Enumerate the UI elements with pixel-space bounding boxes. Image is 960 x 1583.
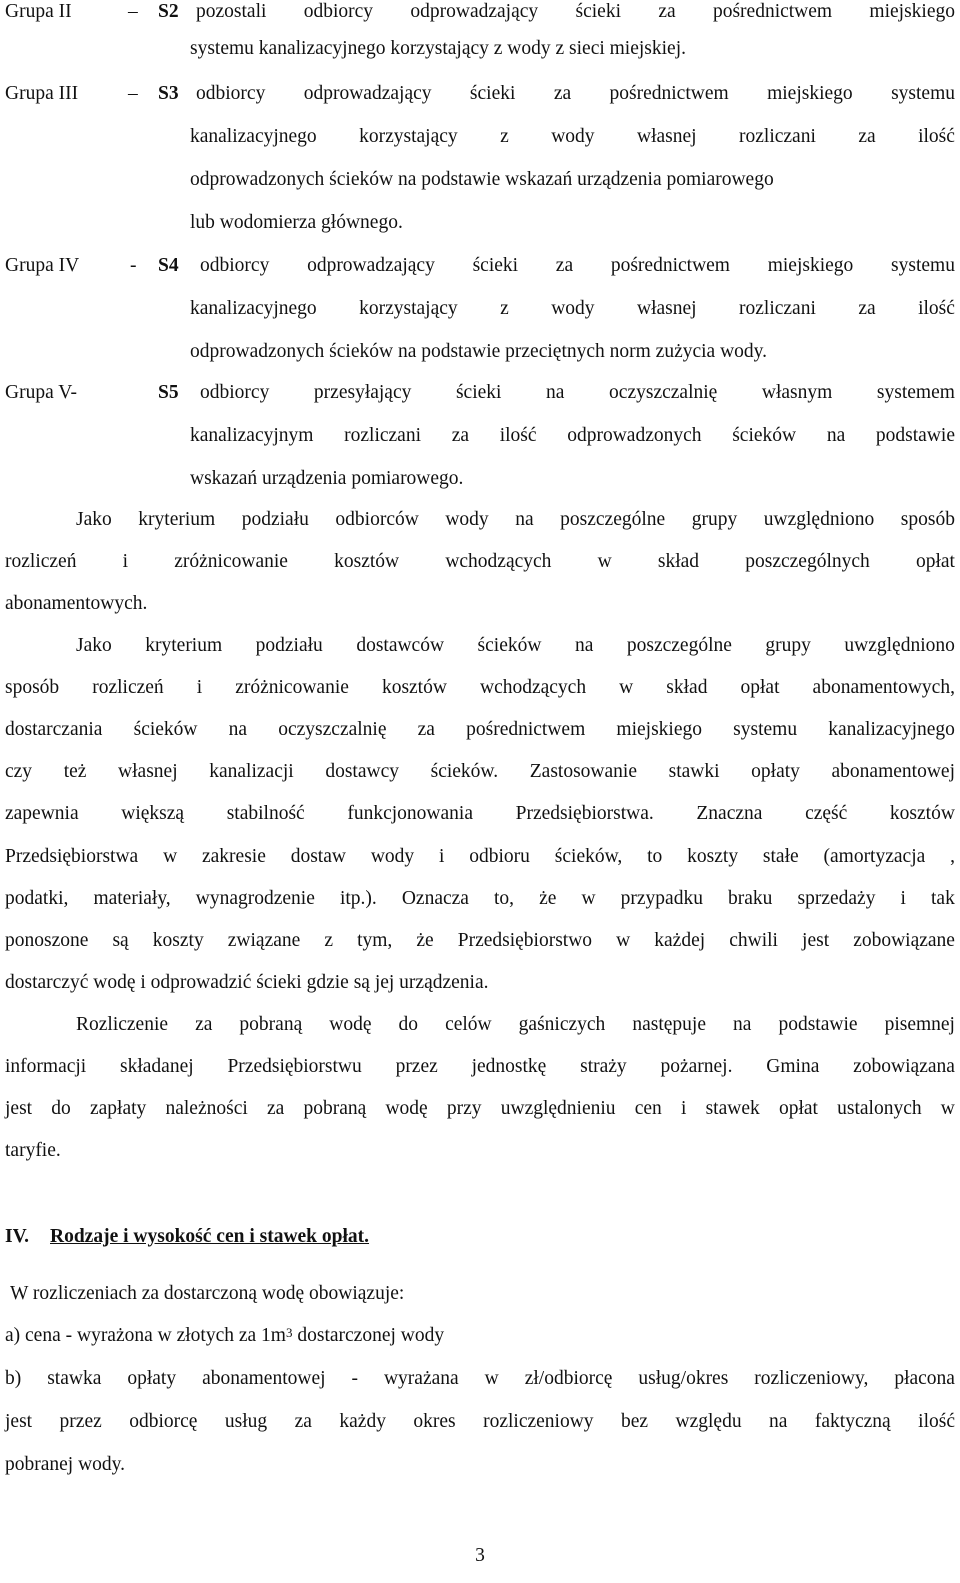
- word: następuje: [632, 1014, 706, 1035]
- word: przesyłający: [313, 382, 412, 403]
- word: abonamentowej: [202, 1368, 326, 1389]
- word: na: [228, 719, 248, 740]
- word: zł/odbiorcę: [524, 1368, 613, 1389]
- word: abonamentowych,: [812, 677, 955, 698]
- superscript-3: 3: [285, 1325, 293, 1340]
- word: systemu: [891, 83, 955, 104]
- word: straży: [580, 1056, 627, 1077]
- word: wchodzących: [445, 551, 552, 572]
- word: b): [5, 1368, 22, 1389]
- word: z: [500, 126, 509, 147]
- word: własnej: [636, 126, 697, 147]
- group-3-line-4: lub wodomierza głównego.: [190, 212, 403, 233]
- word: usług/okres: [638, 1368, 729, 1389]
- group-3-line-2: [190, 125, 955, 149]
- word: w: [619, 677, 634, 698]
- word: faktyczną: [814, 1411, 891, 1432]
- word: własnym: [761, 382, 833, 403]
- word: jest: [5, 1411, 33, 1432]
- group-4-line-2: [190, 297, 955, 321]
- word: ścieków.: [430, 761, 499, 782]
- word: z: [324, 930, 334, 951]
- word: oczyszczalnię: [609, 382, 718, 403]
- word: kanalizacyjnego: [828, 719, 955, 740]
- word: to: [647, 846, 663, 867]
- word: bez: [621, 1411, 649, 1432]
- section-title: Rodzaje i wysokość cen i stawek opłat.: [50, 1226, 370, 1247]
- word: pożarnej.: [660, 1056, 733, 1077]
- page-number: 3: [475, 1545, 485, 1566]
- intro-text: W rozliczeniach za dostarczoną wodę obowiązuje:: [10, 1283, 405, 1304]
- word: ,: [950, 846, 955, 867]
- word: rozliczani: [739, 298, 816, 319]
- group-2-label: Grupa II: [5, 1, 72, 22]
- word: czy: [5, 761, 33, 782]
- group-2-line-2: systemu kanalizacyjnego korzystający z wody z sieci miejskiej.: [190, 38, 687, 59]
- word: dostarczania: [5, 719, 103, 740]
- word: na: [574, 635, 594, 656]
- item-b-line-3: pobranej wody.: [5, 1454, 126, 1475]
- word: usług: [224, 1411, 268, 1432]
- word: stałe: [762, 846, 799, 867]
- word: odbiorców: [335, 509, 419, 530]
- word: kosztów: [381, 677, 447, 698]
- paragraph-1-line-2: [5, 550, 955, 574]
- word: -: [351, 1368, 358, 1389]
- group-5-line-1: [200, 381, 955, 405]
- word: ścieki: [575, 1, 621, 22]
- word: systemu: [891, 255, 955, 276]
- paragraph-2-line-1: [76, 634, 955, 658]
- word: za: [658, 1, 676, 22]
- word: na: [769, 1411, 788, 1432]
- word: korzystający: [359, 126, 458, 147]
- word: za: [555, 255, 574, 276]
- word: systemem: [876, 382, 955, 403]
- word: cen: [634, 1098, 662, 1119]
- word: i: [900, 888, 906, 909]
- word: chwili: [729, 930, 778, 951]
- word: Znaczna: [696, 803, 763, 824]
- word: kanalizacyjnego: [190, 298, 317, 319]
- word: zakresie: [202, 846, 266, 867]
- word: pośrednictwem: [466, 719, 586, 740]
- word: stawek: [705, 1098, 760, 1119]
- word: podatki,: [5, 888, 69, 909]
- word: wody: [551, 298, 595, 319]
- word: należności: [165, 1098, 248, 1119]
- word: celów: [445, 1014, 492, 1035]
- word: przypadku: [620, 888, 703, 909]
- word: opłaty: [751, 761, 800, 782]
- word: pośrednictwem: [712, 1, 833, 22]
- paragraph-2-line-9: dostarczyć wodę i odprowadzić ścieki gdzie są jej urządzenia.: [5, 972, 489, 993]
- word: grupy: [691, 509, 738, 530]
- paragraph-2-line-5: [5, 802, 955, 826]
- word: tym,: [357, 930, 393, 951]
- word: ponoszone: [5, 930, 89, 951]
- word: Przedsiębiorstwa: [5, 846, 139, 867]
- word: związane: [227, 930, 301, 951]
- word: za: [266, 1098, 285, 1119]
- word: opłaty: [127, 1368, 177, 1389]
- word: i: [680, 1098, 687, 1119]
- word: ścieków: [477, 635, 542, 656]
- word: pośrednictwem: [610, 255, 730, 276]
- word: i: [122, 551, 129, 572]
- group-3-label: Grupa III: [5, 83, 79, 104]
- word: odbiorcy: [196, 83, 266, 104]
- word: funkcjonowania: [347, 803, 473, 824]
- word: itp.).: [339, 888, 377, 909]
- word: miejskiego: [767, 255, 854, 276]
- word: kanalizacyjnym: [190, 425, 314, 446]
- word: zobowiązane: [853, 930, 955, 951]
- word: przez: [395, 1056, 438, 1077]
- word: że: [539, 888, 557, 909]
- word: w: [597, 551, 612, 572]
- word: i: [439, 846, 445, 867]
- word: jednostkę: [471, 1056, 547, 1077]
- word: braku: [728, 888, 773, 909]
- group-2-code: S2: [158, 1, 179, 22]
- word: pobraną: [303, 1098, 367, 1119]
- word: pozostali: [196, 1, 267, 22]
- word: względu: [675, 1411, 742, 1432]
- word: wody: [551, 126, 595, 147]
- word: zróżnicowanie: [174, 551, 288, 572]
- word: zobowiązana: [853, 1056, 955, 1077]
- group-3-dash: –: [128, 83, 138, 104]
- word: miejskiego: [616, 719, 702, 740]
- paragraph-3-line-2: [5, 1055, 955, 1079]
- word: opłat: [740, 677, 780, 698]
- word: Oznacza: [401, 888, 469, 909]
- word: jest: [5, 1098, 33, 1119]
- word: Rozliczenie: [76, 1014, 169, 1035]
- word: poszczególne: [626, 635, 732, 656]
- word: okres: [413, 1411, 456, 1432]
- word: za: [195, 1014, 213, 1035]
- word: odbiorcy: [200, 382, 270, 403]
- group-4-code: S4: [158, 255, 179, 276]
- paragraph-2-line-7: [5, 887, 955, 911]
- word: ilość: [918, 1411, 955, 1432]
- word: koszty: [152, 930, 204, 951]
- word: korzystający: [359, 298, 458, 319]
- word: abonamentowej: [831, 761, 955, 782]
- word: Gmina: [766, 1056, 820, 1077]
- word: kryterium: [145, 635, 223, 656]
- word: gaśniczych: [518, 1014, 606, 1035]
- word: Przedsiębiorstwa.: [515, 803, 654, 824]
- group-5-code: S5: [158, 382, 179, 403]
- word: stabilność: [226, 803, 305, 824]
- word: kryterium: [138, 509, 216, 530]
- word: odprowadzający: [410, 1, 539, 22]
- word: odprowadzający: [303, 83, 432, 104]
- group-3-line-1: [196, 82, 955, 106]
- word: sposób: [900, 509, 955, 530]
- word: dostawców: [356, 635, 445, 656]
- word: odprowadzonych: [567, 425, 702, 446]
- word: część: [805, 803, 848, 824]
- word: za: [858, 298, 876, 319]
- paragraph-3-line-4: taryfie.: [5, 1140, 61, 1161]
- word: sprzedaży: [797, 888, 876, 909]
- word: wody: [445, 509, 489, 530]
- word: opłat: [778, 1098, 818, 1119]
- word: są: [112, 930, 129, 951]
- paragraph-2-line-3: [5, 718, 955, 742]
- word: dostawcy: [325, 761, 399, 782]
- word: skład: [657, 551, 700, 572]
- word: w: [581, 888, 596, 909]
- word: grupy: [765, 635, 811, 656]
- word: własnej: [636, 298, 697, 319]
- group-4-dash: -: [130, 255, 137, 276]
- word: na: [733, 1014, 752, 1035]
- word: wynagrodzenie: [195, 888, 315, 909]
- word: podstawie: [778, 1014, 858, 1035]
- word: odbiorcy: [200, 255, 270, 276]
- word: Zastosowanie: [529, 761, 637, 782]
- word: wchodzących: [479, 677, 587, 698]
- word: wodę: [329, 1014, 372, 1035]
- word: rozliczeniowy: [483, 1411, 594, 1432]
- word: tak: [931, 888, 955, 909]
- item-a: a) cena - wyrażona w złotych za $1m^3$ dostarczonej wody: [5, 1325, 445, 1346]
- word: na: [826, 425, 846, 446]
- word: zróżnicowanie: [235, 677, 349, 698]
- word: podziału: [241, 509, 309, 530]
- word: odprowadzający: [307, 255, 435, 276]
- word: ścieków,: [554, 846, 623, 867]
- word: koszty: [687, 846, 739, 867]
- word: większą: [121, 803, 185, 824]
- word: wody: [370, 846, 415, 867]
- paragraph-3-line-1: [76, 1013, 955, 1037]
- word: przez: [59, 1411, 102, 1432]
- word: jest: [802, 930, 830, 951]
- word: poszczególne: [560, 509, 666, 530]
- word: z: [500, 298, 509, 319]
- word: informacji: [5, 1056, 87, 1077]
- word: ścieków: [732, 425, 797, 446]
- word: Jako: [76, 635, 112, 656]
- word: do: [51, 1098, 71, 1119]
- word: własnej: [118, 761, 178, 782]
- word: za: [294, 1411, 312, 1432]
- word: ilość: [918, 298, 955, 319]
- word: systemu: [733, 719, 798, 740]
- word: na: [546, 382, 565, 403]
- word: pisemnej: [884, 1014, 955, 1035]
- word: ilość: [499, 425, 537, 446]
- word: pobraną: [239, 1014, 303, 1035]
- word: za: [553, 83, 572, 104]
- word: na: [515, 509, 534, 530]
- word: uwzględnieniu: [500, 1098, 616, 1119]
- word: opłat: [915, 551, 955, 572]
- group-4-label: Grupa IV: [5, 255, 80, 276]
- word: ścieków: [133, 719, 198, 740]
- word: ustalonych: [837, 1098, 922, 1119]
- word: materiały,: [93, 888, 171, 909]
- word: w: [484, 1368, 499, 1389]
- word: wodę: [385, 1098, 428, 1119]
- word: rozliczeniowy,: [754, 1368, 869, 1389]
- word: kanalizacyjnego: [190, 126, 317, 147]
- word: kanalizacji: [209, 761, 294, 782]
- group-3-code: S3: [158, 83, 179, 104]
- word: to,: [494, 888, 515, 909]
- word: ścieki: [472, 255, 519, 276]
- word: ścieki: [455, 382, 502, 403]
- word: każdy: [339, 1411, 386, 1432]
- word: za: [451, 425, 470, 446]
- word: dostaw: [290, 846, 346, 867]
- word: w: [940, 1098, 955, 1119]
- paragraph-2-line-6: [5, 845, 955, 869]
- word: za: [858, 126, 876, 147]
- word: ścieki: [469, 83, 516, 104]
- paragraph-2-line-4: [5, 760, 955, 784]
- word: odbiorcę: [129, 1411, 198, 1432]
- group-5-line-3: wskazań urządzenia pomiarowego.: [190, 468, 464, 489]
- word: Przedsiębiorstwo: [457, 930, 593, 951]
- word: odbioru: [469, 846, 530, 867]
- paragraph-3-line-3: [5, 1097, 955, 1121]
- word: rozliczeń: [92, 677, 164, 698]
- word: podstawie: [875, 425, 955, 446]
- paragraph-2-line-8: [5, 929, 955, 953]
- word: każdej: [654, 930, 706, 951]
- paragraph-1-line-3: abonamentowych.: [5, 593, 148, 614]
- word: miejskiego: [869, 1, 955, 22]
- word: (amortyzacja: [823, 846, 926, 867]
- word: za: [417, 719, 435, 740]
- word: zapewnia: [5, 803, 79, 824]
- word: poszczególnych: [745, 551, 870, 572]
- section-number: IV.: [5, 1226, 30, 1247]
- word: zapłaty: [89, 1098, 147, 1119]
- group-2-dash: –: [128, 1, 138, 22]
- word: kosztów: [334, 551, 400, 572]
- word: i: [196, 677, 203, 698]
- item-b-line-2: [5, 1410, 955, 1434]
- word: kosztów: [889, 803, 955, 824]
- word: stawka: [47, 1368, 102, 1389]
- word: Jako: [76, 509, 112, 530]
- word: uwzględniono: [763, 509, 875, 530]
- word: płacona: [894, 1368, 955, 1389]
- word: w: [616, 930, 631, 951]
- group-3-line-3: odprowadzonych ścieków na podstawie wskazań urządzenia pomiarowego: [190, 169, 774, 190]
- word: Przedsiębiorstwu: [227, 1056, 362, 1077]
- word: w: [163, 846, 178, 867]
- word: ilość: [918, 126, 955, 147]
- word: oczyszczalnię: [278, 719, 387, 740]
- word: rozliczani: [739, 126, 816, 147]
- group-2-line-1: [196, 0, 955, 24]
- word: odbiorcy: [303, 1, 374, 22]
- word: że: [416, 930, 434, 951]
- word: rozliczeń: [5, 551, 77, 572]
- word: też: [63, 761, 87, 782]
- word: wyrażana: [383, 1368, 459, 1389]
- word: stawki: [668, 761, 720, 782]
- word: składanej: [120, 1056, 194, 1077]
- word: podziału: [255, 635, 323, 656]
- item-b-line-1: [5, 1367, 955, 1391]
- word: do: [398, 1014, 419, 1035]
- group-4-line-1: [200, 254, 955, 278]
- word: miejskiego: [767, 83, 853, 104]
- word: rozliczani: [344, 425, 422, 446]
- word: pośrednictwem: [609, 83, 729, 104]
- group-4-line-3: odprowadzonych ścieków na podstawie przeciętnych norm zużycia wody.: [190, 341, 768, 362]
- group-5-label: Grupa V-: [5, 382, 78, 403]
- word: sposób: [5, 677, 60, 698]
- group-5-line-2: [190, 424, 955, 448]
- paragraph-2-line-2: [5, 676, 955, 700]
- word: skład: [666, 677, 708, 698]
- paragraph-1-line-1: [76, 508, 955, 532]
- word: uwzględniono: [844, 635, 955, 656]
- word: przy: [446, 1098, 482, 1119]
